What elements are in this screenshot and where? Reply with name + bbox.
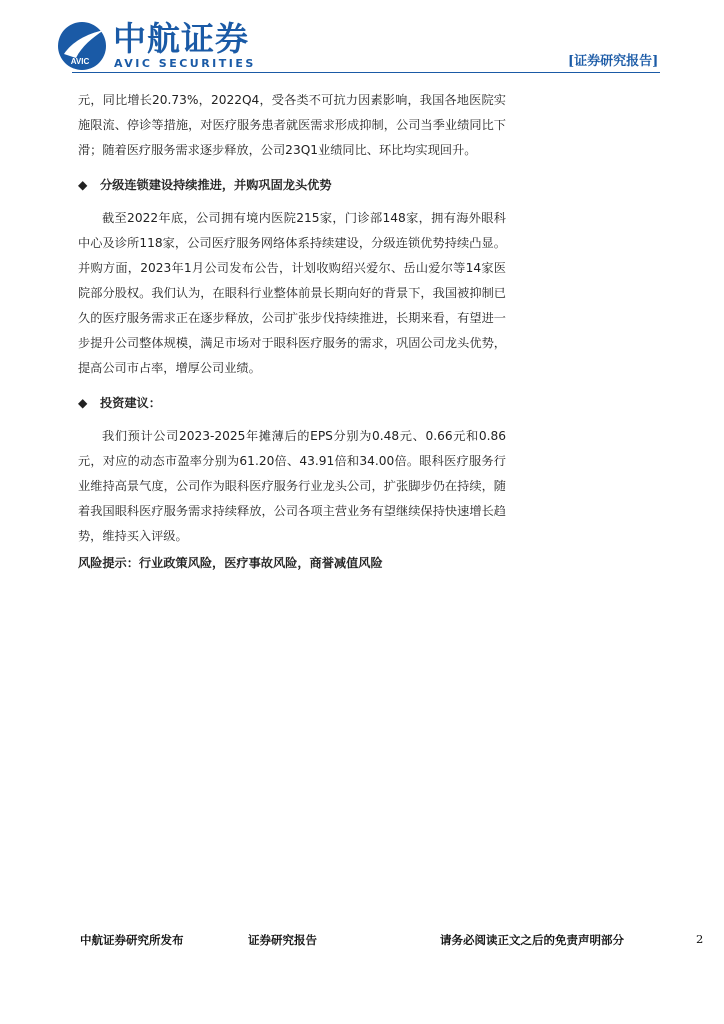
- section-heading-text: 投资建议：: [100, 396, 161, 410]
- paragraph-investment: 我们预计公司2023-2025年摊薄后的EPS分别为0.48元、0.66元和0.86元，对应的动态市盈率分别为61.20倍、43.91倍和34.00倍。眼科医疗服务行业维持高景气度，公司作为眼科医疗服务行业龙头公司，扩张脚步仍在持续，随着我国眼科医疗服务需求持续释放，公司各项主营业务有望继续保持快速增长趋势，维持买入评级。: [78, 429, 506, 543]
- risk-warning: 风险提示：行业政策风险，医疗事故风险，商誉减值风险: [78, 556, 383, 570]
- logo-text: AVIC: [70, 57, 90, 66]
- section-heading-investment: [78, 391, 506, 416]
- report-type-tag: [证券研究报告]: [568, 54, 659, 69]
- paragraph-performance: 元，同比增长20.73%，2022Q4，受各类不可抗力因素影响，我国各地医院实施限流、停诊等措施，对医疗服务患者就医需求形成抑制，公司当季业绩同比下滑；随着医疗服务需求逐步释放，公司23Q1业绩同比、环比均实现回升。: [78, 93, 506, 157]
- report-body: [78, 88, 506, 576]
- page-footer: [0, 932, 724, 962]
- paragraph-expansion: 截至2022年底，公司拥有境内医院215家，门诊部148家，拥有海外眼科中心及诊所118家，公司医疗服务网络体系持续建设，分级连锁优势持续凸显。并购方面，2023年1月公司发布公告，计划收购绍兴爱尔、岳山爱尔等14家医院部分股权。我们认为，在眼科行业整体前景长期向好的背景下，我国被抑制已久的医疗服务需求正在逐步释放，公司扩张步伐持续推进，长期来看，有望进一步提升公司整体规模，满足市场对于眼科医疗服务的需求，巩固公司龙头优势，提高公司市占率，增厚公司业绩。: [78, 211, 506, 375]
- page-number: 2: [696, 932, 704, 946]
- page-header: [0, 0, 724, 80]
- diamond-bullet-icon: ◆: [78, 396, 88, 410]
- brand-name-cn: 中航证券: [113, 19, 249, 58]
- brand-name-en: AVIC SECURITIES: [114, 57, 256, 70]
- footer-disclaimer: 请务必阅读正文之后的免责声明部分: [440, 933, 624, 947]
- section-heading-expansion: [78, 173, 506, 198]
- footer-report-type: 证券研究报告: [248, 933, 317, 947]
- header-divider: [72, 72, 660, 73]
- avic-logo-icon: [56, 20, 108, 72]
- diamond-bullet-icon: ◆: [78, 178, 88, 192]
- section-heading-text: 分级连锁建设持续推进，并购巩固龙头优势: [100, 178, 332, 192]
- footer-publisher: 中航证券研究所发布: [80, 933, 184, 947]
